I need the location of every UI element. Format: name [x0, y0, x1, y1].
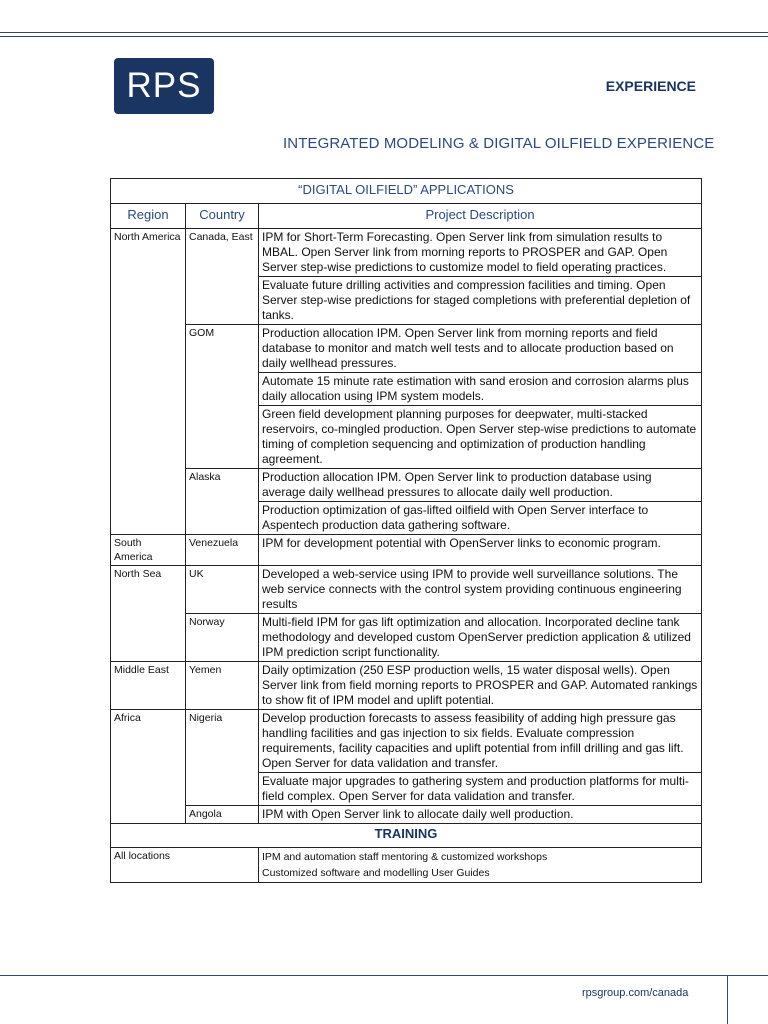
country-cell: Canada, East [186, 229, 259, 325]
training-item: Customized software and modelling User Guides [262, 867, 490, 879]
table-row [111, 469, 702, 502]
country-cell: Norway [186, 614, 259, 662]
applications-table [110, 178, 702, 883]
table-row [111, 325, 702, 373]
country-cell: Alaska [186, 469, 259, 535]
training-item: IPM and automation staff mentoring & customized workshops [262, 851, 548, 863]
table-row [111, 806, 702, 824]
column-header-country: Country [186, 204, 259, 229]
training-title: TRAINING [111, 824, 702, 848]
description-cell: Evaluate future drilling activities and compression facilities and timing. Open Server step-wise predictions for staged completions with preferential depletion of tanks. [259, 277, 702, 325]
description-cell: IPM with Open Server link to allocate daily well production. [259, 806, 702, 824]
country-cell: Nigeria [186, 710, 259, 806]
table-title: “DIGITAL OILFIELD” APPLICATIONS [111, 179, 702, 204]
region-cell: Africa [111, 710, 186, 824]
description-cell: Production allocation IPM. Open Server link to production database using average daily wellhead pressures to allocate daily well production. [259, 469, 702, 502]
description-cell: Multi-field IPM for gas lift optimization and allocation. Incorporated decline tank methodology and developed custom OpenServer prediction application & utilized IPM prediction script functionality. [259, 614, 702, 662]
description-cell: IPM for development potential with OpenServer links to economic program. [259, 535, 702, 566]
description-cell: Develop production forecasts to assess feasibility of adding high pressure gas handling facilities and gas injection to six fields. Evaluate compression requirements, facility capacities and uplift potential from infill drilling and gas lift. Open Server for data validation and transfer. [259, 710, 702, 773]
country-cell: Venezuela [186, 535, 259, 566]
country-cell: Angola [186, 806, 259, 824]
table-row [111, 614, 702, 662]
description-cell: Developed a web-service using IPM to provide well surveillance solutions. The web service connects with the control system providing continuous engineering results [259, 566, 702, 614]
table-row [111, 662, 702, 710]
region-cell: North Sea [111, 566, 186, 662]
country-cell: GOM [186, 325, 259, 469]
description-cell: Daily optimization (250 ESP production wells, 15 water disposal wells). Open Server link from field morning reports to PROSPER and GAP. Automated rankings to show fit of IPM model and uplift potential. [259, 662, 702, 710]
description-cell: Production allocation IPM. Open Server link from morning reports and field database to monitor and match well tests and to allocate production based on daily wellhead pressures. [259, 325, 702, 373]
section-label: EXPERIENCE [605, 78, 696, 94]
table-row [111, 566, 702, 614]
table-row [111, 229, 702, 277]
description-cell: Automate 15 minute rate estimation with sand erosion and corrosion alarms plus daily allocation using IPM system models. [259, 373, 702, 406]
footer-divider [727, 975, 728, 1024]
training-location-cell: All locations [111, 848, 259, 883]
rps-logo: RPS [114, 58, 214, 114]
footer-rule [0, 975, 768, 976]
training-items-cell [259, 848, 702, 883]
country-cell: UK [186, 566, 259, 614]
description-cell: Production optimization of gas-lifted oilfield with Open Server interface to Aspentech production data gathering software. [259, 502, 702, 535]
page-title: INTEGRATED MODELING & DIGITAL OILFIELD EXPERIENCE [283, 135, 715, 152]
country-cell: Yemen [186, 662, 259, 710]
region-cell: South America [111, 535, 186, 566]
table-row [111, 710, 702, 773]
region-cell: North America [111, 229, 186, 535]
description-cell: Green field development planning purposes for deepwater, multi-stacked reservoirs, co-mingled production. Open Server step-wise predictions to automate timing of completion sequencing and optimization of production handling agreement. [259, 406, 702, 469]
description-cell: Evaluate major upgrades to gathering system and production platforms for multi-field complex. Open Server for data validation and transfer. [259, 773, 702, 806]
region-cell: Middle East [111, 662, 186, 710]
description-cell: IPM for Short-Term Forecasting. Open Server link from simulation results to MBAL. Open Server link from morning reports to PROSPER and GAP. Open Server step-wise predictions to customize model to field operating practices. [259, 229, 702, 277]
table-row [111, 848, 702, 883]
header-rule [0, 32, 768, 33]
table-row [111, 535, 702, 566]
column-header-description: Project Description [259, 204, 702, 229]
footer-url: rpsgroup.com/canada [582, 987, 689, 999]
header-rule-secondary [0, 36, 768, 37]
column-header-region: Region [111, 204, 186, 229]
